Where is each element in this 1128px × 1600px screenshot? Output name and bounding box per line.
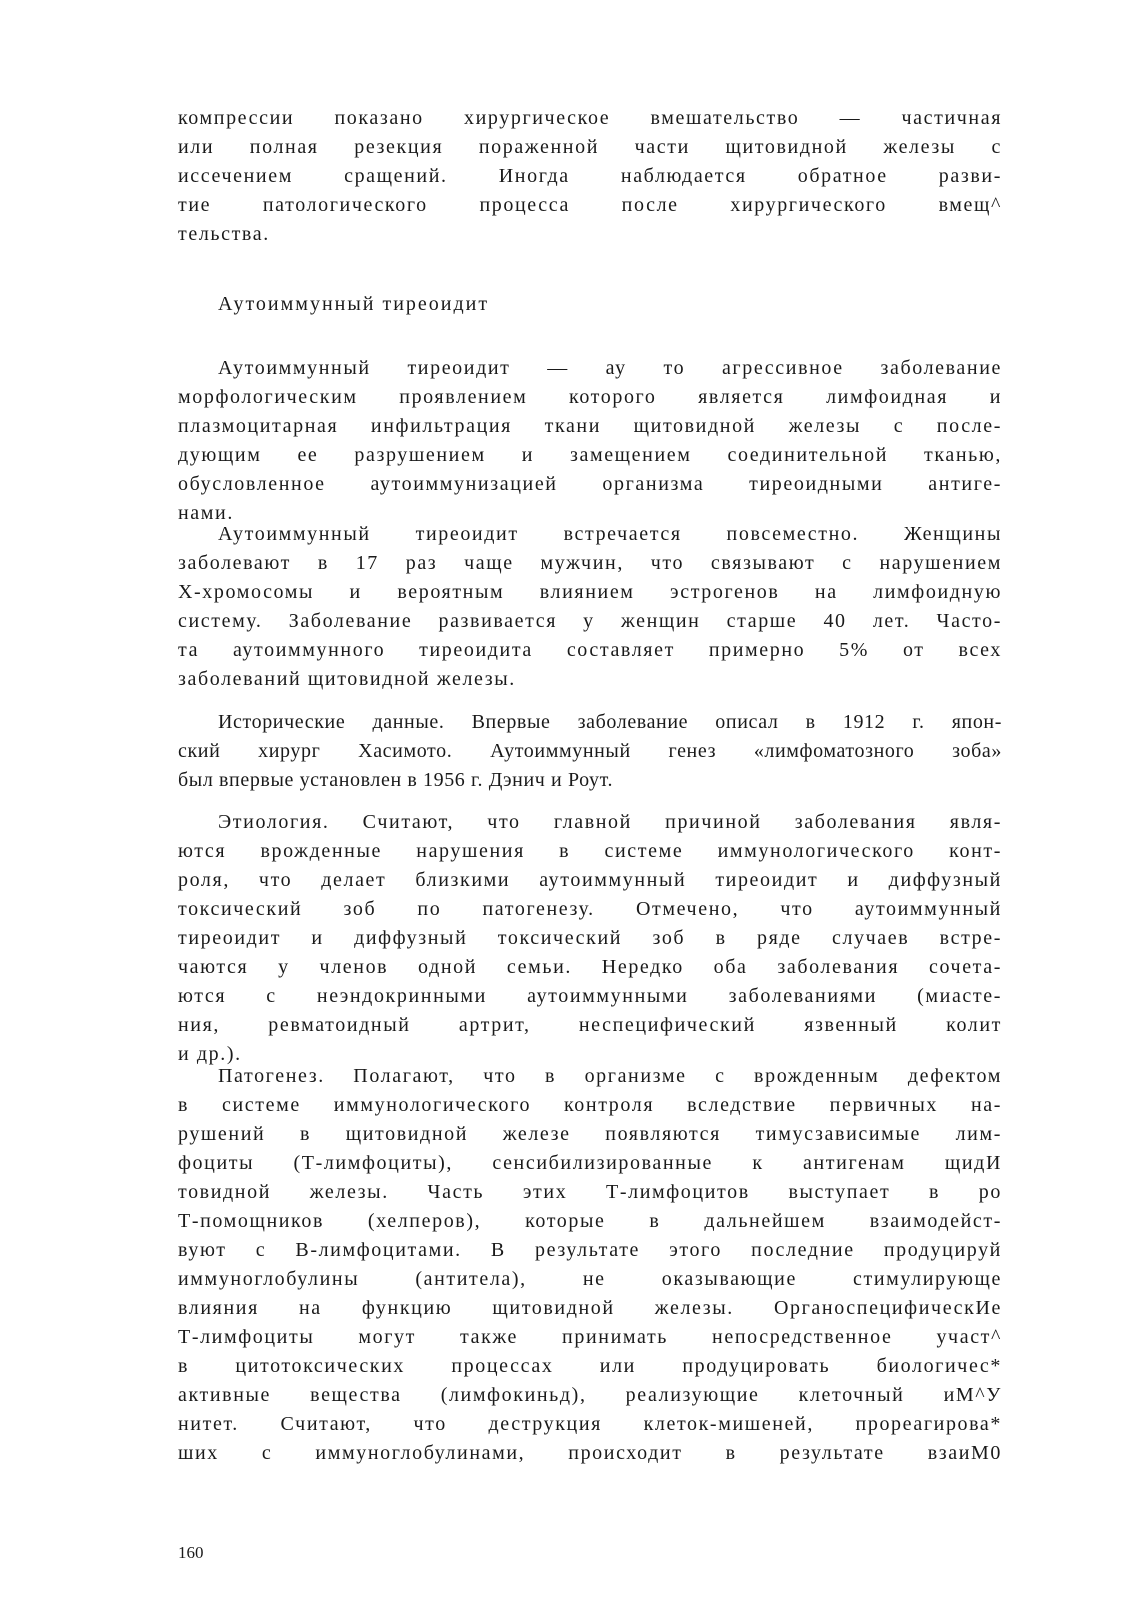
text-line: заболевают в 17 раз чаще мужчин, что связывают с нарушением — [178, 552, 1002, 574]
text-line: Аутоиммунный тиреоидит встречается повсеместно. Женщины — [218, 523, 1002, 545]
text-line: обусловленное аутоиммунизацией организма тиреоидными антиге- — [178, 473, 1002, 495]
text-line: влияния на функцию щитовидной железы. ОрганоспецифическИе — [178, 1297, 1002, 1319]
text-line: активные вещества (лимфокиньд), реализующие клеточный иМ^У — [178, 1384, 1002, 1406]
text-line: Аутоиммунный тиреоидит — ау то агрессивное заболевание — [218, 357, 1002, 379]
text-line: в цитотоксических процессах или продуцировать биологичес* — [178, 1355, 1002, 1377]
paragraph-compression-surgery — [178, 104, 1002, 249]
text-line: роля, что делает близкими аутоиммунный тиреоидит и диффузный — [178, 869, 1002, 891]
paragraph-etiology — [178, 808, 1002, 1069]
paragraph-definition — [178, 354, 1002, 528]
text-line: ются с неэндокринными аутоиммунными заболеваниями (миасте- — [178, 985, 1002, 1007]
text-line: ский хирург Хасимото. Аутоиммунный генез «лимфоматозного зоба» — [178, 740, 1002, 762]
text-line: токсический зоб по патогенезу. Отмечено, что аутоиммунный — [178, 898, 1002, 920]
page-number: 160 — [178, 1543, 204, 1562]
text-line: рушений в щитовидной железе появляются тимусзависимые лим- — [178, 1123, 1002, 1145]
text-line: товидной железы. Часть этих Т-лимфоцитов выступает в ро — [178, 1181, 1002, 1203]
text-line: плазмоцитарная инфильтрация ткани щитовидной железы с после- — [178, 415, 1002, 437]
text-line: в системе иммунологического контроля вследствие первичных на- — [178, 1094, 1002, 1116]
text-line: ются врожденные нарушения в системе иммунологического конт- — [178, 840, 1002, 862]
text-line: Т-помощников (хелперов), которые в дальнейшем взаимодейст- — [178, 1210, 1002, 1232]
text-line: тие патологического процесса после хирургического вмещ^ — [178, 194, 1002, 216]
text-line: иссечением сращений. Иногда наблюдается обратное разви- — [178, 165, 1002, 187]
text-line: нитет. Считают, что деструкция клеток-мишеней, прореагирова* — [178, 1413, 1002, 1435]
text-line: ших с иммуноглобулинами, происходит в результате взаиМ0 — [178, 1442, 1002, 1464]
text-line: тельства. — [178, 223, 270, 245]
text-line: иммуноглобулины (антитела), не оказывающие стимулирующе — [178, 1268, 1002, 1290]
text-line: систему. Заболевание развивается у женщин старше 40 лет. Часто- — [178, 610, 1002, 632]
text-line: Исторические данные. Впервые заболевание описал в 1912 г. япон- — [218, 711, 1002, 733]
text-line: заболеваний щитовидной железы. — [178, 668, 516, 690]
text-line: был впервые установлен в 1956 г. Дэнич и Роут. — [178, 769, 614, 791]
text-line: Этиология. Считают, что главной причиной заболевания явля- — [218, 811, 1002, 833]
text-line: та аутоиммунного тиреоидита составляет примерно 5% от всех — [178, 639, 1002, 661]
text-line: фоциты (Т-лимфоциты), сенсибилизированные к антигенам щидИ — [178, 1152, 1002, 1174]
paragraph-pathogenesis — [178, 1062, 1002, 1468]
text-line: чаются у членов одной семьи. Нередко оба заболевания сочета- — [178, 956, 1002, 978]
text-line: или полная резекция пораженной части щитовидной железы с — [178, 136, 1002, 158]
paragraph-historical-data — [178, 708, 1002, 795]
paragraph-prevalence — [178, 520, 1002, 694]
text-line: компрессии показано хирургическое вмешательство — частичная — [178, 107, 1002, 129]
text-line: нами. — [178, 502, 234, 524]
text-line: Т-лимфоциты могут также принимать непосредственное участ^ — [178, 1326, 1002, 1348]
text-line: морфологическим проявлением которого является лимфоидная и — [178, 386, 1002, 408]
text-line: дующим ее разрушением и замещением соединительной тканью, — [178, 444, 1002, 466]
text-line: и др.). — [178, 1043, 242, 1065]
text-line: тиреоидит и диффузный токсический зоб в ряде случаев встре- — [178, 927, 1002, 949]
text-line: Х-хромосомы и вероятным влиянием эстрогенов на лимфоидную — [178, 581, 1002, 603]
text-line: вуют с В-лимфоцитами. В результате этого последние продуцируй — [178, 1239, 1002, 1261]
section-heading: Аутоиммунный тиреоидит — [218, 293, 490, 315]
text-line: Патогенез. Полагают, что в организме с врожденным дефектом — [218, 1065, 1002, 1087]
text-line: ния, ревматоидный артрит, неспецифический язвенный колит — [178, 1014, 1002, 1036]
